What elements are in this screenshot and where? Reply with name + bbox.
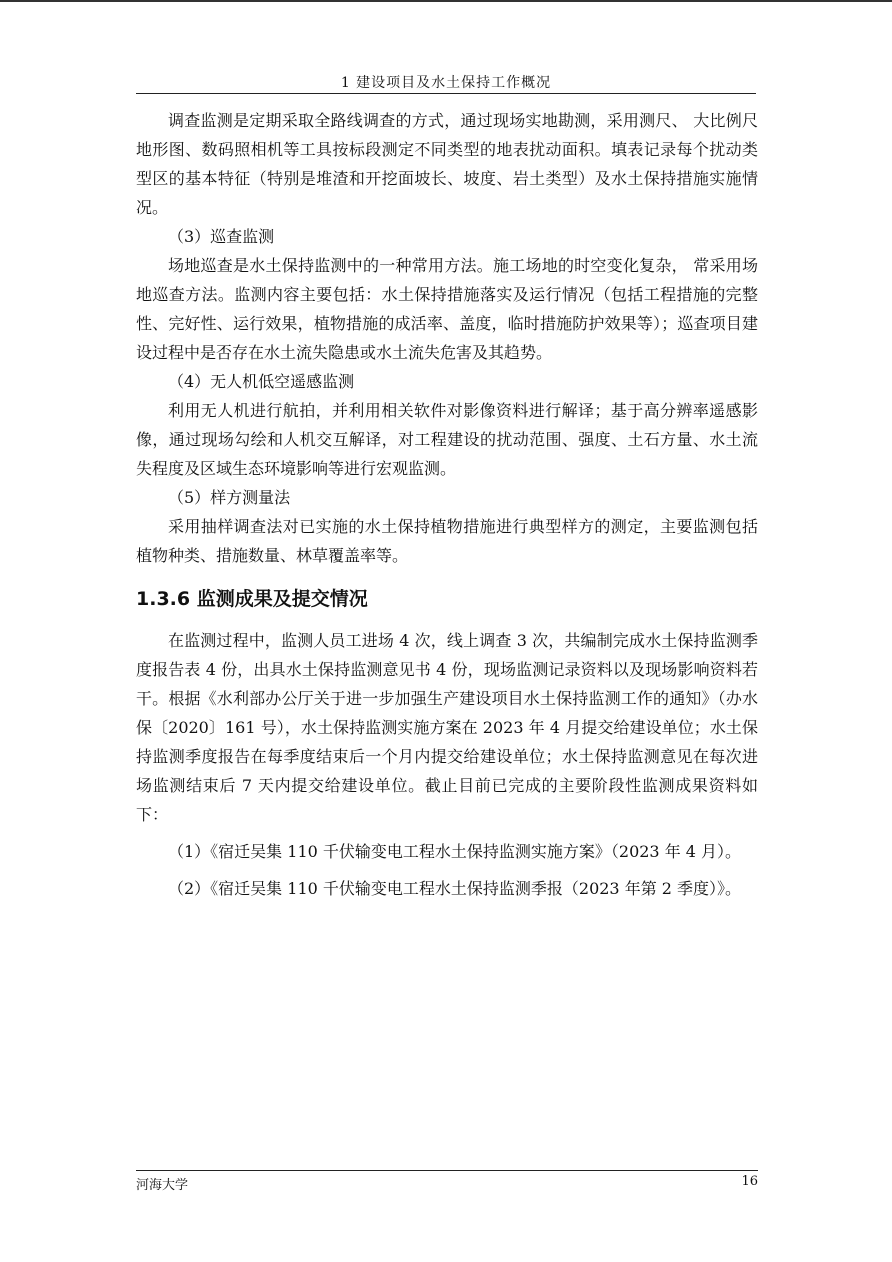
header-rule bbox=[136, 93, 756, 94]
paragraph-survey-monitoring: 调查监测是定期采取全路线调查的方式，通过现场实地勘测，采用测尺、 大比例尺地形图、数码照相机等工具按标段测定不同类型的地表扰动面积。填表记录每个扰动类型区的基本特征（特别是堆渣和开挖面坡长、坡度、岩土类型）及水土保持措施实施情况。 bbox=[136, 111, 758, 217]
running-header: 1 建设项目及水土保持工作概况 bbox=[340, 75, 552, 91]
paragraph-uav-monitoring: 利用无人机进行航拍，并利用相关软件对影像资料进行解译；基于高分辨率遥感影像，通过现场勾绘和人机交互解译，对工程建设的扰动范围、强度、土石方量、水土流失程度及区域生态环境影响等进行宏观监测。 bbox=[136, 401, 758, 478]
paragraph-quadrat-method: 采用抽样调查法对已实施的水土保持植物措施进行典型样方的测定，主要监测包括植物种类、措施数量、林草覆盖率等。 bbox=[136, 517, 758, 565]
footer-institution: 河海大学 bbox=[136, 1178, 189, 1193]
result-item-2: （2）《宿迁吴集 110 千伏输变电工程水土保持监测季报（2023 年第 2 季度）》。 bbox=[168, 879, 742, 898]
paragraph-results: 在监测过程中，监测人员工进场 4 次，线上调查 3 次，共编制完成水土保持监测季度报告表 4 份，出具水土保持监测意见书 4 份，现场监测记录资料以及现场影响资料若干。根据《水利部办公厅关于进一步加强生产建设项目水土保持监测工作的通知》（办水保〔2020〕161 号），水土保持监测实施方案在 2023 年 4 月提交给建设单位；水土保持监测季度报告在每季度结束后一个月内提交给建设单位；水土保持监测意见在每次进场监测结束后 7 天内提交给建设单位。截止目前已完成的主要阶段性监测成果资料如下： bbox=[136, 631, 758, 824]
footer-rule bbox=[136, 1170, 758, 1171]
section-heading: 1.3.6 监测成果及提交情况 bbox=[136, 588, 368, 610]
paragraph-patrol-monitoring: 场地巡查是水土保持监测中的一种常用方法。施工场地的时空变化复杂， 常采用场地巡查方法。监测内容主要包括：水土保持措施落实及运行情况（包括工程措施的完整性、完好性、运行效果，植物措施的成活率、盖度，临时措施防护效果等）；巡查项目建设过程中是否存在水土流失隐患或水土流失危害及其趋势。 bbox=[136, 256, 758, 362]
subheading-quadrat-method: （5）样方测量法 bbox=[168, 488, 291, 507]
page-top-border bbox=[0, 0, 892, 2]
page-body bbox=[136, 106, 758, 903]
subheading-uav-monitoring: （4）无人机低空遥感监测 bbox=[168, 372, 355, 391]
page-number: 16 bbox=[741, 1174, 758, 1189]
result-item-1: （1）《宿迁吴集 110 千伏输变电工程水土保持监测实施方案》（2023 年 4 月）。 bbox=[168, 842, 742, 861]
subheading-patrol-monitoring: （3）巡查监测 bbox=[168, 227, 275, 246]
